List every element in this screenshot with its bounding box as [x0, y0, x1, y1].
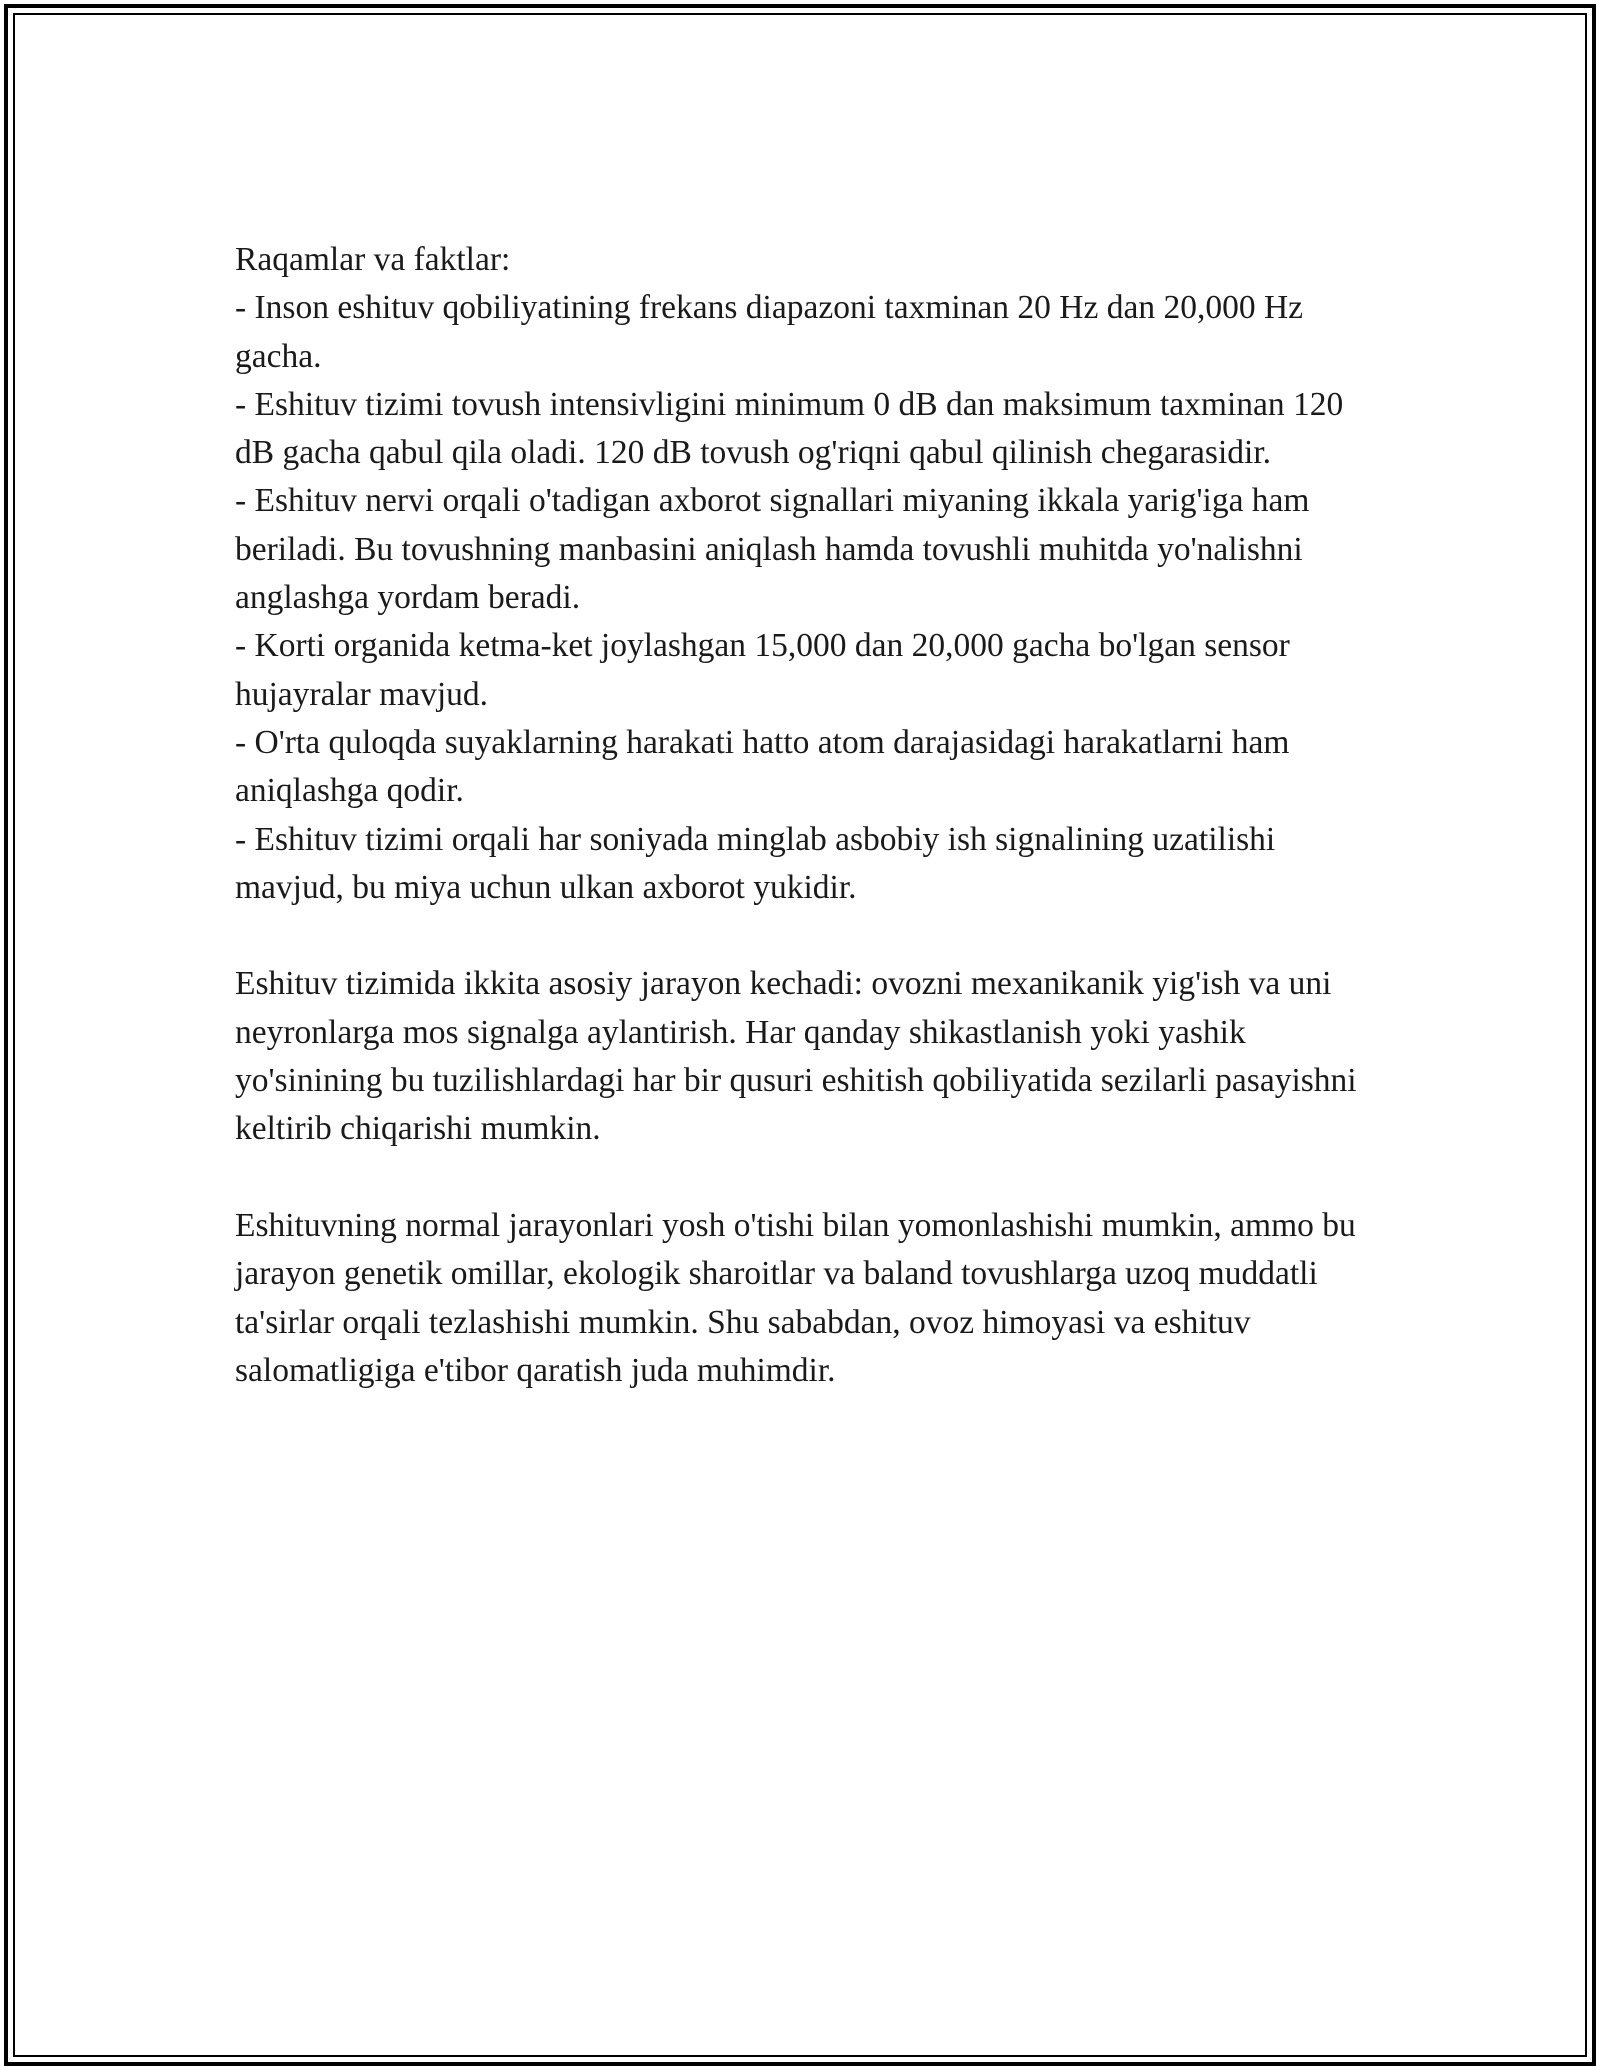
fact-item: - Eshituv tizimi tovush intensivligini minimum 0 dB dan maksimum taxminan 120 dB gacha qabul qila oladi. 120 dB tovush og'riqni qabul qilinish chegarasidir.: [235, 385, 1344, 472]
body-paragraph: Eshituvning normal jarayonlari yosh o'tishi bilan yomonlashishi mumkin, ammo bu jarayon genetik omillar, ekologik sharoitlar va baland tovushlarga uzoq muddatli ta'sirlar orqali tezlashishi mumkin. Shu sababdan, ovoz himoyasi va eshituv salomatligiga e'tibor qaratish juda muhimdir.: [235, 1206, 1356, 1389]
fact-item: - Eshituv tizimi orqali har soniyada minglab asbobiy ish signalining uzatilishi mavjud, bu miya uchun ulkan axborot yukidir.: [235, 820, 1276, 906]
fact-item: - Inson eshituv qobiliyatining frekans diapazoni taxminan 20 Hz dan 20,000 Hz gacha.: [235, 289, 1304, 375]
paragraph-gap: [235, 1154, 1365, 1202]
fact-item: - Eshituv nervi orqali o'tadigan axborot signallari miyaning ikkala yarig'iga ham beriladi. Bu tovushning manbasini aniqlash hamda tovushli muhitda yo'nalishni anglashga yordam beradi.: [235, 482, 1310, 617]
fact-item: - O'rta quloqda suyaklarning harakati hatto atom darajasidagi harakatlarni ham aniqlashga qodir.: [235, 723, 1290, 810]
paragraph-gap: [235, 912, 1365, 960]
facts-heading: Raqamlar va faktlar:: [235, 241, 511, 278]
fact-item: - Korti organida ketma-ket joylashgan 15,000 dan 20,000 gacha bo'lgan sensor hujayralar mavjud.: [235, 627, 1290, 713]
body-paragraph: Eshituv tizimida ikkita asosiy jarayon kechadi: ovozni mexanikanik yig'ish va uni neyronlarga mos signalga aylantirish. Har qanday shikastlanish yoki yashik yo'sinining bu tuzilishlardagi har bir qusuri eshitish qobiliyatida sezilarli pasayishni keltirib chiqarishi mumkin.: [235, 965, 1357, 1148]
document-body: [235, 236, 1365, 1395]
